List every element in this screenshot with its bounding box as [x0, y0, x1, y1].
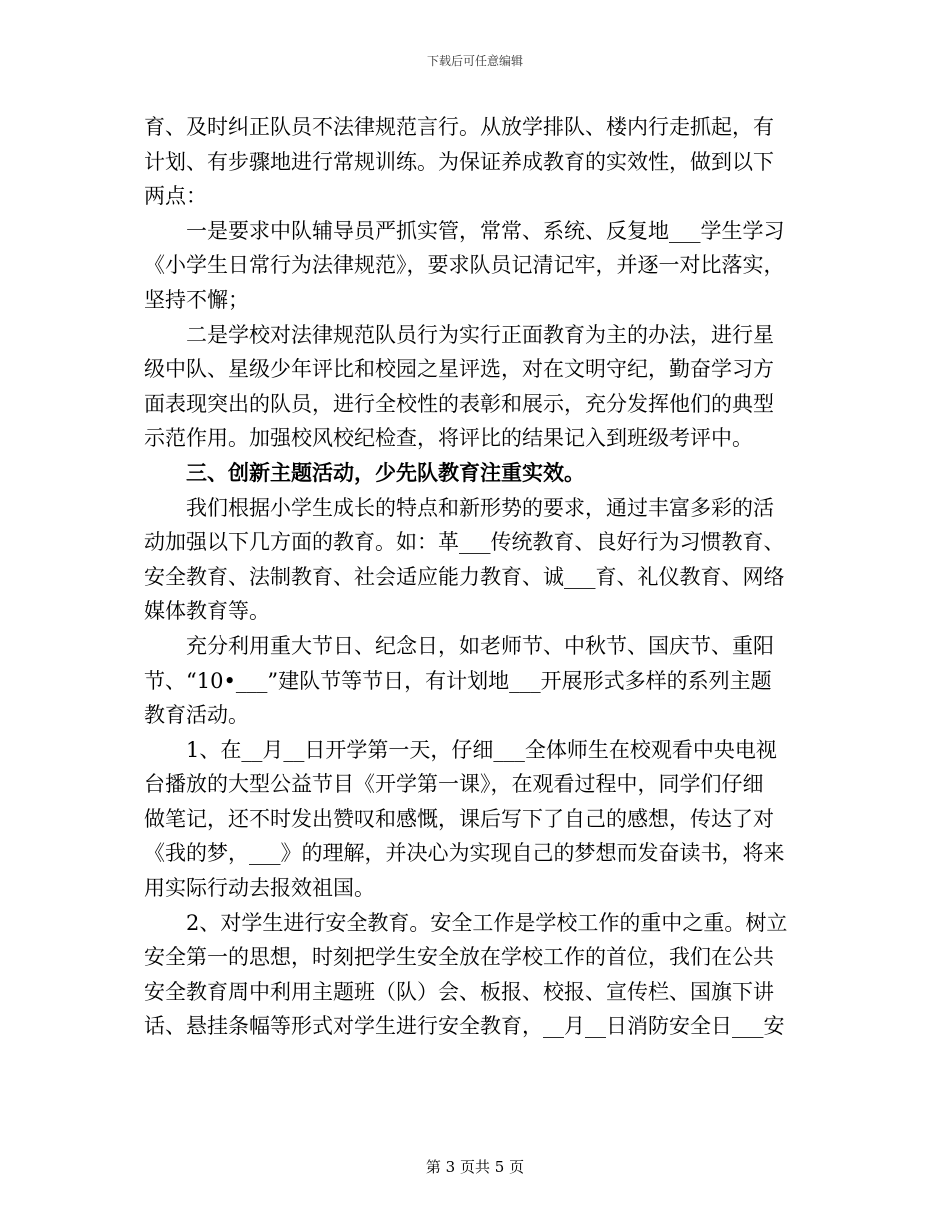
paragraph-line: 充分利用重大节日、纪念日，如老师节、中秋节、国庆节、重阳 — [144, 633, 774, 658]
section-heading: 三、创新主题活动，少先队教育注重实效。 — [144, 460, 585, 485]
paragraph-line: 面表现突出的队员，进行全校性的表彰和展示，充分发挥他们的典型 — [144, 391, 774, 416]
paragraph-line: 育、及时纠正队员不法律规范言行。从放学排队、楼内行走抓起，有 — [144, 115, 774, 139]
paragraph-line: 用实际行动去报效祖国。 — [144, 876, 375, 901]
page-number: 第 3 页共 5 页 — [425, 1158, 525, 1176]
paragraph-line: 我们根据小学生成长的特点和新形势的要求，通过丰富多彩的活 — [144, 495, 774, 520]
document-body — [144, 110, 806, 1044]
page-header: 下载后可任意编辑 — [426, 54, 523, 68]
paragraph-line: 示范作用。加强校风校纪检查，将评比的结果记入到班级考评中。 — [144, 426, 753, 451]
paragraph-line: 一是要求中队辅导员严抓实管，常常、系统、反复地___学生学习 — [144, 218, 785, 243]
paragraph-line: 计划、有步骤地进行常规训练。为保证养成教育的实效性，做到以下 — [144, 149, 774, 174]
paragraph-line: 教育活动。 — [144, 703, 249, 728]
paragraph-line: 1、在__月__日开学第一天，仔细___全体师生在校观看中央电视 — [144, 737, 777, 762]
paragraph-line: 安全第一的思想，时刻把学生安全放在学校工作的首位，我们在公共 — [144, 945, 774, 970]
paragraph-line: 级中队、星级少年评比和校园之星评选，对在文明守纪，勤奋学习方 — [144, 357, 774, 382]
paragraph-line: 做笔记，还不时发出赞叹和感慨，课后写下了自己的感想，传达了对 — [144, 806, 774, 831]
paragraph-line: 台播放的大型公益节目《开学第一课》，在观看过程中，同学们仔细 — [144, 772, 764, 797]
paragraph-line: 两点： — [144, 184, 207, 209]
paragraph-line: 二是学校对法律规范队员行为实行正面教育为主的办法，进行星 — [144, 322, 774, 347]
paragraph-line: 安全教育周中利用主题班（队）会、板报、校报、宣传栏、国旗下讲 — [144, 979, 774, 1004]
paragraph-line: 安全教育、法制教育、社会适应能力教育、诚___育、礼仪教育、网络 — [144, 564, 785, 589]
paragraph-line: 节、“10•___”建队节等节日，有计划地___开展形式多样的系列主题 — [144, 668, 772, 693]
paragraph-line: 话、悬挂条幅等形式对学生进行安全教育，__月__日消防安全日___安 — [144, 1014, 785, 1039]
paragraph-line: 2、对学生进行安全教育。安全工作是学校工作的重中之重。树立 — [144, 910, 788, 935]
paragraph-line: 坚持不懈； — [144, 287, 249, 312]
paragraph-line: 《我的梦，___》的理解，并决心为实现自己的梦想而发奋读书，将来 — [144, 841, 785, 866]
paragraph-line: 《小学生日常行为法律规范》，要求队员记清记牢，并逐一对比落实， — [144, 253, 785, 278]
paragraph-line: 动加强以下几方面的教育。如：革___传统教育、良好行为习惯教育、 — [144, 530, 785, 555]
paragraph-line: 媒体教育等。 — [144, 599, 270, 624]
